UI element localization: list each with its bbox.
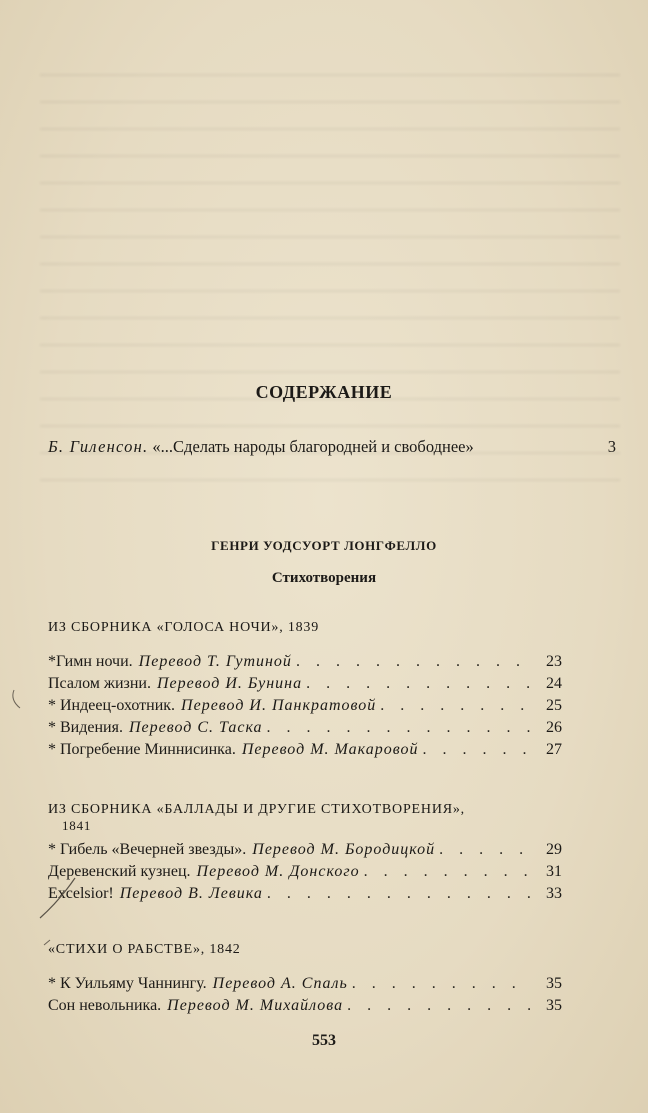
toc-entry	[48, 719, 562, 741]
entry-page: 31	[546, 863, 562, 880]
toc-entry	[48, 653, 562, 675]
section-heading: «СТИХИ О РАБСТВЕ», 1842	[48, 942, 241, 957]
dot-leader	[352, 975, 530, 993]
dot-leader	[267, 885, 530, 903]
entry-title: Excelsior!	[48, 885, 114, 902]
entry-translator: Перевод М. Донского	[196, 863, 360, 880]
entry-title: Сон невольника.	[48, 997, 162, 1014]
entry-title: * Погребение Миннисинка.	[48, 741, 236, 758]
dot-leader	[364, 863, 530, 881]
page-number: 553	[312, 1032, 336, 1049]
toc-entry	[48, 697, 562, 719]
entry-translator: Перевод И. Бунина	[156, 675, 303, 692]
section-heading-text: ИЗ СБОРНИКА «БАЛЛАДЫ И ДРУГИЕ СТИХОТВОРЕНИЯ»,	[48, 802, 465, 817]
dot-leader	[306, 675, 530, 693]
entry-title: Деревенский кузнец.	[48, 863, 191, 880]
entry-translator: Перевод Т. Гутиной	[138, 653, 292, 670]
section-heading-year: 1841	[62, 818, 92, 833]
subtitle: Стихотворения	[271, 570, 377, 586]
entry-page: 25	[546, 697, 562, 714]
toc-entry	[48, 841, 562, 863]
entry-title: Псалом жизни.	[48, 675, 151, 692]
intro-page: 3	[607, 437, 616, 456]
entry-page: 29	[546, 841, 562, 858]
toc-entry	[48, 741, 562, 763]
entry-title: * Гибель «Вечерней звезды».	[48, 841, 247, 858]
intro-title: «...Сделать народы благородней и свободнее»	[152, 437, 474, 456]
entry-title: * Видения.	[48, 719, 123, 736]
section-heading: ИЗ СБОРНИКА «ГОЛОСА НОЧИ», 1839	[48, 620, 320, 635]
entry-page: 33	[546, 885, 562, 902]
entry-translator: Перевод А. Спаль	[212, 975, 348, 992]
toc-entry	[48, 997, 562, 1019]
intro-entry	[48, 437, 616, 457]
section-heading	[48, 802, 608, 834]
entry-page: 23	[546, 653, 562, 670]
entry-translator: Перевод С. Таска	[128, 719, 263, 736]
entry-page: 35	[546, 997, 562, 1014]
entry-translator: Перевод В. Левика	[119, 885, 263, 902]
entry-page: 24	[546, 675, 562, 692]
dot-leader	[267, 719, 530, 737]
entry-page: 26	[546, 719, 562, 736]
entry-title: *Гимн ночи.	[48, 653, 133, 670]
dot-leader	[439, 841, 530, 859]
bleed-through-text	[40, 60, 620, 500]
intro-author: Б. Гиленсон.	[48, 437, 149, 456]
toc-entry	[48, 885, 562, 907]
author-heading: ГЕНРИ УОДСУОРТ ЛОНГФЕЛЛО	[211, 538, 437, 553]
entry-page: 35	[546, 975, 562, 992]
dot-leader	[296, 653, 530, 671]
entry-translator: Перевод М. Бородицкой	[252, 841, 436, 858]
entry-translator: Перевод И. Панкратовой	[181, 697, 377, 714]
toc-entry	[48, 675, 562, 697]
entry-translator: Перевод М. Михайлова	[167, 997, 344, 1014]
dot-leader	[347, 997, 530, 1015]
entry-page: 27	[546, 741, 562, 758]
toc-entry	[48, 863, 562, 885]
dot-leader	[380, 697, 530, 715]
entry-title: * Индеец-охотник.	[48, 697, 176, 714]
entry-translator: Перевод М. Макаровой	[241, 741, 419, 758]
dot-leader	[422, 741, 530, 759]
toc-entry	[48, 975, 562, 997]
pencil-stroke	[13, 690, 20, 708]
page-title: СОДЕРЖАНИЕ	[255, 382, 393, 402]
entry-title: * К Уильяму Чаннингу.	[48, 975, 207, 992]
